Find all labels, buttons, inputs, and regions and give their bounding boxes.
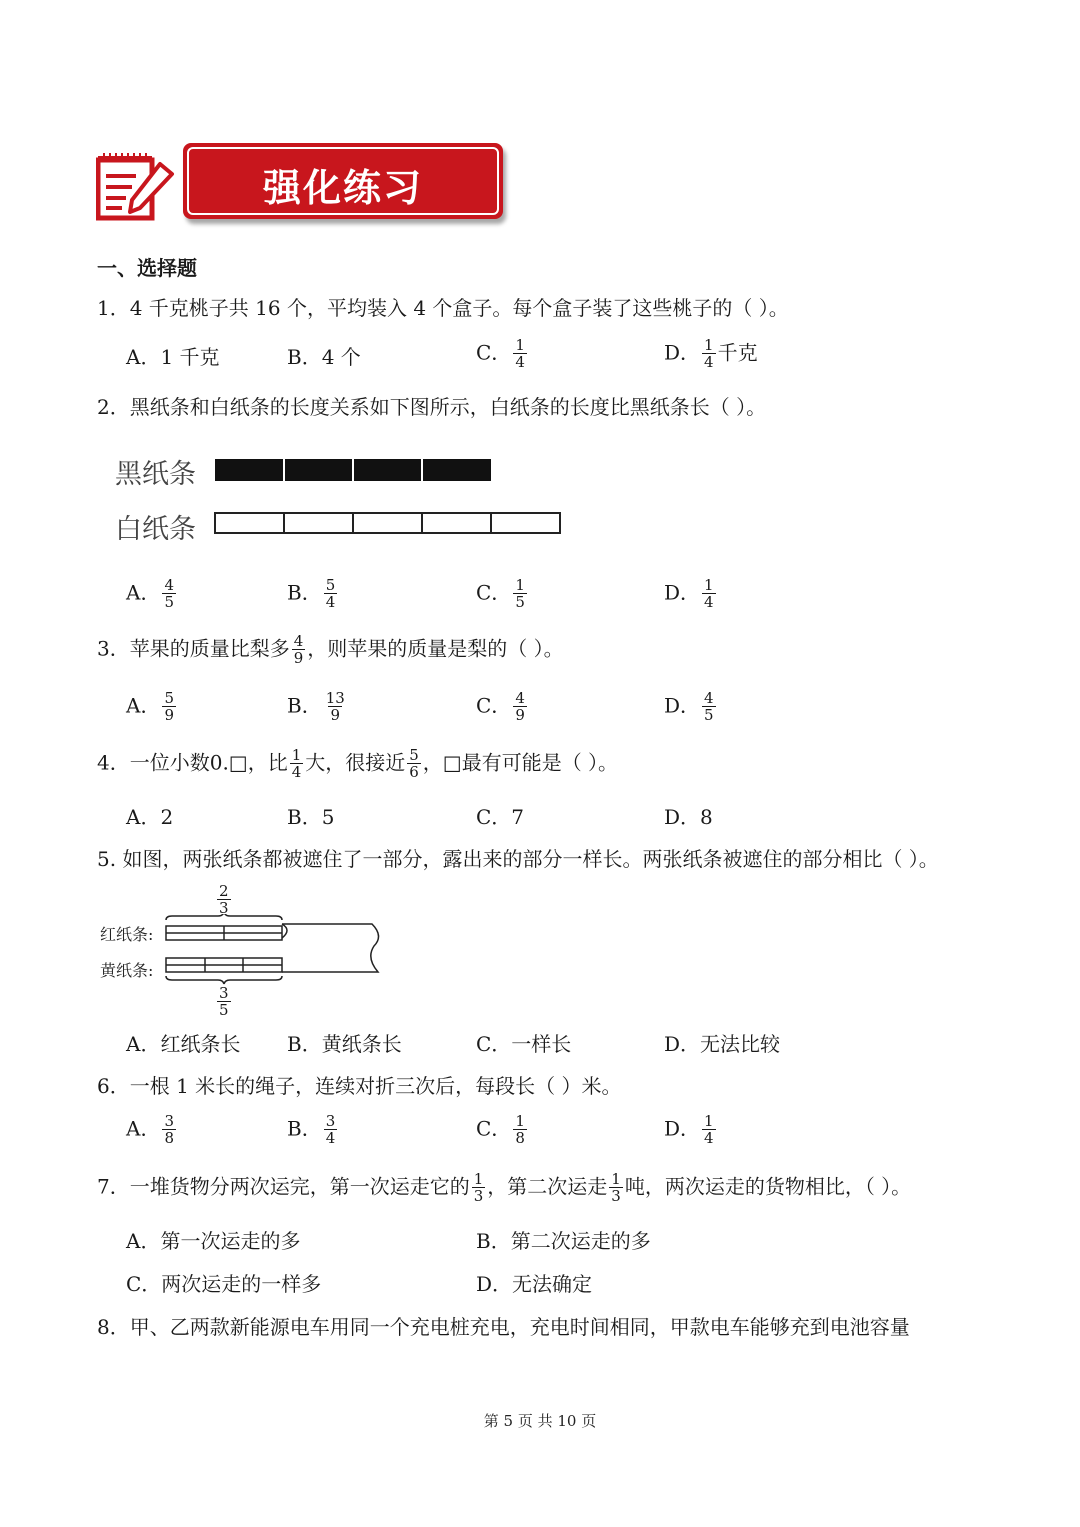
q4-option-b: B．5 [287, 805, 335, 829]
q1-option-c: C． $\frac{1}{4}$ [476, 336, 525, 371]
q5-option-a: A．红纸条长 [126, 1032, 241, 1056]
top-fraction: $\frac{2}{3}$ [219, 882, 229, 917]
question-1: 1．4 千克桃子共 16 个，平均装入 4 个盒子。每个盒子装了这些桃子的（ ）。 [97, 296, 789, 320]
q1-option-d: D． $\frac{1}{4}$ 千克 [664, 336, 758, 371]
q1-option-b: B．4 个 [287, 345, 361, 369]
question-3: 3．苹果的质量比梨多 $\frac{4}{9}$ ，则苹果的质量是梨的（ ）。 [97, 632, 564, 667]
q7-option-b: B．第二次运走的多 [476, 1229, 651, 1253]
q5-option-d: D．无法比较 [664, 1032, 781, 1056]
q3-option-a: A． $\frac{5}{9}$ [126, 689, 174, 724]
question-5: 5. 如图，两张纸条都被遮住了一部分，露出来的部分一样长。两张纸条被遮住的部分相比（ ）。 [97, 847, 939, 871]
black-strip [215, 459, 491, 481]
question-7: 7．一堆货物分两次运完，第一次运走它的 $\frac{1}{3}$ ，第二次运走 $\frac{1}{3}$ 吨，两次运走的货物相比，（ ）。 [97, 1170, 912, 1205]
q4-option-a: A．2 [126, 805, 174, 829]
q6-option-c: C． $\frac{1}{8}$ [476, 1112, 525, 1147]
notepad-pencil-icon [96, 150, 176, 222]
question-2: 2．黑纸条和白纸条的长度关系如下图所示，白纸条的长度比黑纸条长（ ）。 [97, 395, 767, 419]
black-strip-label: 黑纸条 [115, 459, 196, 490]
covered-strips-diagram [162, 914, 382, 990]
q2-option-b: B． $\frac{5}{4}$ [287, 576, 336, 611]
red-strip-label: 红纸条: [100, 925, 154, 944]
q2-option-d: D． $\frac{1}{4}$ [664, 576, 714, 611]
q5-option-c: C．一样长 [476, 1032, 572, 1056]
q6-option-d: D． $\frac{1}{4}$ [664, 1112, 714, 1147]
q4-option-c: C．7 [476, 805, 525, 829]
q7-option-d: D．无法确定 [476, 1272, 593, 1296]
q6-option-a: A． $\frac{3}{8}$ [126, 1112, 174, 1147]
q3-option-b: B． $\frac{13}{9}$ [287, 689, 345, 724]
q5-option-b: B．黄纸条长 [287, 1032, 402, 1056]
page-number: 第 5 页 共 10 页 [483, 1412, 597, 1430]
header-banner [183, 143, 503, 219]
page-title: 强化练习 [262, 166, 423, 210]
q7-option-a: A．第一次运走的多 [126, 1229, 301, 1253]
q2-option-a: A． $\frac{4}{5}$ [126, 576, 174, 611]
question-6: 6．一根 1 米长的绳子，连续对折三次后，每段长（ ）米。 [97, 1074, 622, 1098]
bottom-fraction: $\frac{3}{5}$ [219, 984, 229, 1019]
white-strip [215, 513, 560, 533]
q4-option-d: D．8 [664, 805, 713, 829]
white-strip-label: 白纸条 [115, 514, 196, 545]
question-4: 4．一位小数0.□，比 $\frac{1}{4}$ 大，很接近 $\frac{5}{6}$ ，□最有可能是（ ）。 [97, 746, 619, 781]
section-title: 一、选择题 [97, 256, 197, 280]
paper-strip-diagram [212, 456, 564, 538]
yellow-strip-label: 黄纸条: [100, 961, 154, 980]
q3-option-c: C． $\frac{4}{9}$ [476, 689, 525, 724]
q7-option-c: C．两次运走的一样多 [126, 1272, 322, 1296]
q1-option-a: A．1 千克 [126, 345, 220, 369]
q3-option-d: D． $\frac{4}{5}$ [664, 689, 714, 724]
q6-option-b: B． $\frac{3}{4}$ [287, 1112, 336, 1147]
question-8: 8．甲、乙两款新能源电车用同一个充电桩充电，充电时间相同，甲款电车能够充到电池容量 [97, 1315, 910, 1339]
q2-option-c: C． $\frac{1}{5}$ [476, 576, 525, 611]
